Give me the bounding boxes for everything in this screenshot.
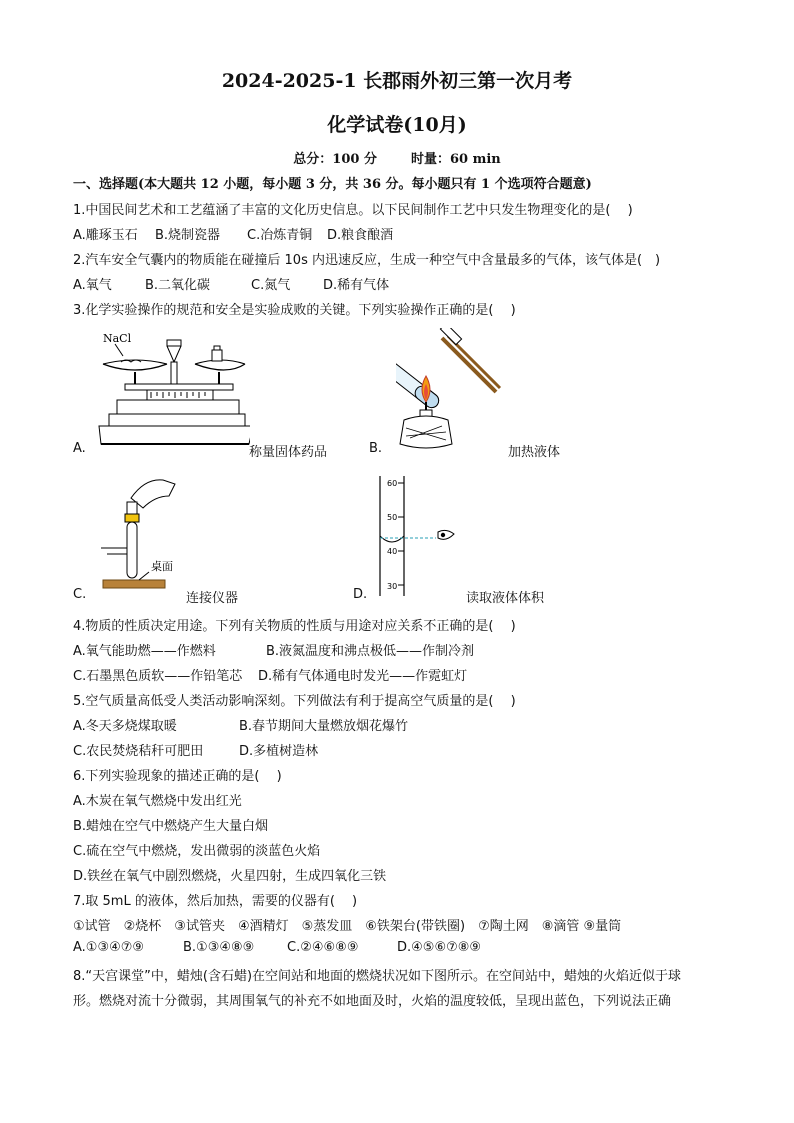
q2-options [73, 274, 389, 293]
q2-stem: 2.汽车安全气囊内的物质能在碰撞后 10s 内迅速反应，生成一种空气中含量最多的气体，该气体是( ) [73, 253, 661, 268]
q7-option-d: D.④⑤⑥⑦⑧⑨ [397, 940, 482, 955]
q3-figA-caption: 称量固体药品 [249, 445, 328, 460]
q3-figC-caption: 连接仪器 [186, 591, 239, 606]
q6-option-a: A.木炭在氧气燃烧中发出红光 [73, 794, 242, 809]
q7-option-b: B.①③④⑧⑨ [183, 940, 255, 955]
q1-stem: 1.中国民间艺术和工艺蕴涵了丰富的文化历史信息。以下民间制作工艺中只发生物理变化的是( ) [73, 203, 633, 218]
q5-stem: 5.空气质量高低受人类活动影响深刻。下列做法有利于提高空气质量的是( ) [73, 694, 516, 709]
q7-option-a: A.①③④⑦⑨ [73, 940, 145, 955]
q1-options [73, 224, 393, 243]
q4-option-a: A.氧气能助燃——作燃料 [73, 644, 216, 659]
q1-option-c: C.冶炼青铜 [247, 228, 313, 243]
desk-label: 桌面 [151, 560, 173, 573]
q5-options-row2 [73, 740, 318, 759]
heating-liquid-figure [396, 328, 506, 456]
exam-meta [0, 148, 794, 167]
balance-figure [95, 328, 250, 450]
q3-figB-caption: 加热液体 [508, 445, 561, 460]
q6-option-d: D.铁丝在氧气中剧烈燃烧，火星四射，生成四氧化三铁 [73, 869, 387, 884]
q1-option-b: B.烧制瓷器 [155, 228, 221, 243]
q5-options-row1 [73, 715, 408, 734]
section-heading: 一、选择题(本大题共 12 小题，每小题 3 分，共 36 分。每小题只有 1 个选项符合题意) [73, 177, 592, 192]
q7-options [73, 940, 481, 955]
connect-apparatus-figure [97, 474, 187, 598]
nacl-label: NaCl [103, 332, 132, 345]
q3-figA-letter: A. [73, 441, 86, 456]
eye-icon [438, 530, 454, 539]
q7-items: ①试管 ②烧杯 ③试管夹 ④酒精灯 ⑤蒸发皿 ⑥铁架台(带铁圈) ⑦陶土网 ⑧滴管 ⑨量筒 [73, 919, 622, 934]
q3-figD-letter: D. [353, 587, 368, 602]
q2-option-b: B.二氧化碳 [145, 278, 211, 293]
graduated-cylinder-figure [374, 472, 466, 598]
tick-30: 30 [387, 582, 398, 591]
q5-option-c: C.农民焚烧秸秆可肥田 [73, 744, 204, 759]
q2-option-d: D.稀有气体 [323, 278, 390, 293]
q1-option-a: A.雕琢玉石 [73, 228, 138, 243]
q3-figB-letter: B. [369, 441, 383, 456]
q8-stem-line2: 形。燃烧对流十分微弱，其周围氧气的补充不如地面及时，火焰的温度较低，呈现出蓝色，下列说法正确 [73, 994, 672, 1009]
q4-options-row2 [73, 665, 467, 684]
q4-option-c: C.石墨黑色质软——作铅笔芯 [73, 669, 243, 684]
q7-option-c: C.②④⑥⑧⑨ [287, 940, 359, 955]
time-limit: 时量：60 min [410, 152, 501, 167]
q3-figD-caption: 读取液体体积 [466, 591, 545, 606]
tick-50: 50 [387, 513, 398, 522]
q3-figC-letter: C. [73, 587, 87, 602]
q5-option-d: D.多植树造林 [239, 744, 319, 759]
tick-40: 40 [387, 547, 398, 556]
q6-option-c: C.硫在空气中燃烧，发出微弱的淡蓝色火焰 [73, 844, 321, 859]
q4-stem: 4.物质的性质决定用途。下列有关物质的性质与用途对应关系不正确的是( ) [73, 619, 516, 634]
q4-option-b: B.液氮温度和沸点极低——作制冷剂 [266, 644, 475, 659]
q6-option-b: B.蜡烛在空气中燃烧产生大量白烟 [73, 819, 269, 834]
q7-stem: 7.取 5mL 的液体，然后加热，需要的仪器有( ) [73, 894, 358, 909]
exam-title: 2024-2025-1 长郡雨外初三第一次月考 [221, 70, 573, 92]
tick-60: 60 [387, 479, 398, 488]
q5-option-b: B.春节期间大量燃放烟花爆竹 [239, 719, 409, 734]
q4-options-row1 [73, 640, 474, 659]
q1-option-d: D.粮食酿酒 [327, 228, 394, 243]
q2-option-a: A.氧气 [73, 278, 112, 293]
q2-option-c: C.氮气 [251, 278, 291, 293]
q5-option-a: A.冬天多烧煤取暖 [73, 719, 177, 734]
q3-stem: 3.化学实验操作的规范和安全是实验成败的关键。下列实验操作正确的是( ) [73, 303, 516, 318]
q4-option-d: D.稀有气体通电时发光——作霓虹灯 [258, 669, 468, 684]
total-score: 总分：100 分 [293, 152, 377, 167]
q8-stem-line1: 8.“天宫课堂”中，蜡烛(含石蜡)在空间站和地面的燃烧状况如下图所示。在空间站中，蜡烛的火焰近似于球 [73, 969, 682, 984]
exam-subtitle: 化学试卷(10月) [327, 114, 467, 136]
q6-stem: 6.下列实验现象的描述正确的是( ) [73, 769, 282, 784]
